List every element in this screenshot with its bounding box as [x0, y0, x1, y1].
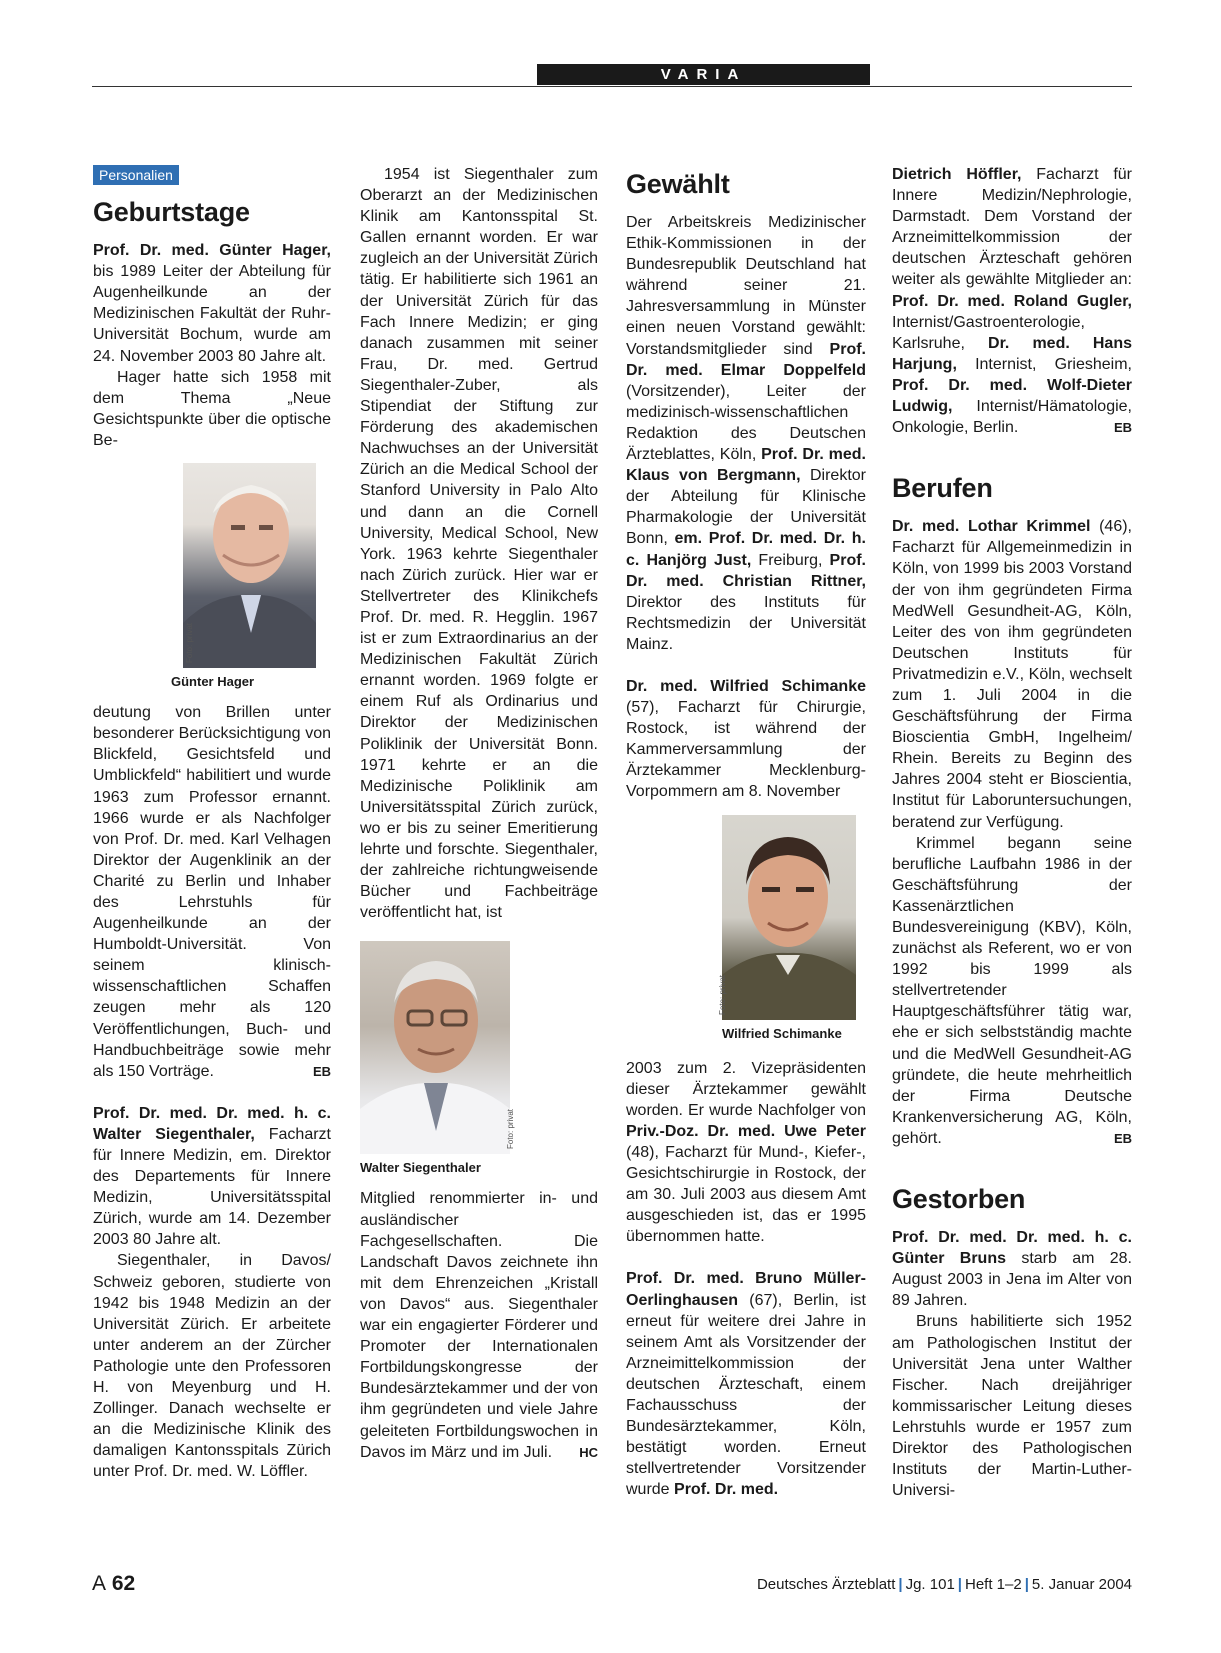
separator-bar: |	[1024, 1576, 1029, 1593]
paragraph-hager-bio-end: deutung von Brillen unter besonderer Berücksichtigung von Blickfeld, Gesichtsfeld und Umblickfeld“ habilitiert und wurde 1963 zum Professor ernannt. 1966 wurde er als Nachfolger von Prof. Dr. med. Karl Velhagen Direktor der Augenklinik an der Charité zu Berlin und Inhaber des Lehrstuhls für Augenheilkunde an der Humboldt-Universität. Von seinem klinisch-wissenschaftlichen Schaffen zeugen mehr als 120 Veröffentlichungen, Buch- und Handbuchbeiträge sowie mehr als 150 Vorträge. EB	[93, 702, 331, 1082]
column-3	[626, 164, 866, 1501]
paragraph-siegenthaler-intro: Prof. Dr. med. Dr. med. h. c. Walter Siegenthaler, Facharzt für Innere Medizin, em. Direktor des Departements für Innere Medizin, Universitätsspital Zürich, wurde am 14. Dezember 2003 80 Jahre alt.	[93, 1104, 331, 1249]
heading-birthdays: Geburtstage	[93, 197, 250, 228]
photo-credit: Foto: privat	[506, 1109, 515, 1150]
page-number: A 62	[92, 1572, 136, 1595]
paragraph-krimmel-intro: Dr. med. Lothar Krimmel (46), Facharzt für Allgemeinmedizin in Köln, von 1999 bis 2003 Vorstand der von ihm gegründeten Firma MedWell Gesundheit-AG, Köln, Leiter des von ihm gegründeten Deutschen Instituts für Privatmedizin e.V., Köln, wechselt zum 1. Juli 2004 in die Geschäftsführung der Firma Bioscientia GmbH, Ingelheim/ Rhein. Bereits zu Beginn des Jahres 2004 steht er Bioscientia, Institut für Laboruntersuchungen, beratend zur Verfügung.	[892, 518, 1133, 831]
photo-caption: Günter Hager	[171, 674, 255, 690]
paragraph-hager-bio-start: Hager hatte sich 1958 mit dem Thema „Neue Gesichtspunkte über die optische Be-	[93, 368, 331, 449]
paragraph-siegenthaler-career: 1954 ist Siegenthaler zum Oberarzt an der Medizinischen Klinik am Kantonsspital St. Gallen ernannt worden. Er war zugleich an der Universität Zürich tätig. Er habilitierte sich 1961 an der Universität Zürich für das Fach Innere Medizin; er ging danach zusammen mit seiner Frau, Dr. med. Gertrud Siegenthaler-Zuber, als Stipendiat der Stiftung zur Förderung des akademischen Nachwuchses an der Universität Zürich an die Medical School der Stanford University in Palo Alto und dann an die Cornell University, Medical School, New York. 1963 kehrte Siegenthaler nach Zürich zurück. Hier war er Stellvertreter des Klinikchefs Prof. Dr. med. R. Hegglin. 1967 ist er zum Extraordinarius an der Medizinischen Fakultät Zürich ernannt worden. 1969 folgte er einem Ruf als Ordinarius und Direktor der Medizinischen Poliklinik der Universität Bonn. 1971 kehrte er an die Medizinische Poliklinik am Universitätsspital Zürich zurück, wo er bis zu seiner Emeritierung lehrte und forschte. Siegenthaler, der zahlreiche richtungweisende Bücher und Fachbeiträge veröffentlicht hat, ist	[360, 166, 598, 922]
figure-hager	[171, 463, 316, 692]
page-header	[92, 64, 1132, 87]
portrait-photo-siegenthaler	[360, 941, 515, 1154]
portrait-siegenthaler-illustration	[360, 941, 510, 1154]
photo-credit: Foto: privat	[718, 974, 727, 1015]
paragraph-ethics-board: Der Arbeitskreis Medizinischer Ethik-Kommissionen in der Bundesrepublik Deutschland hat während seiner 21. Jahresversammlung in Münster einen neuen Vorstand gewählt: Vorstandsmitglieder sind Prof. Dr. med. Elmar Doppelfeld (Vorsitzender), Leiter der medizinisch-wissenschaftlichen Redaktion des Deutschen Ärzteblattes, Köln, Prof. Dr. med. Klaus von Bergmann, Direktor der Abteilung für Klinische Pharmakologie der Universität Bonn, em. Prof. Dr. med. Dr. h. c. Hanjörg Just, Freiburg, Prof. Dr. med. Christian Rittner, Direktor des Instituts für Rechtsmedizin der Universität Mainz.	[626, 214, 867, 653]
column-1	[93, 164, 331, 1483]
paragraph-drug-commission: Dietrich Höffler, Facharzt für Innere Medizin/Nephrologie, Darmstadt. Dem Vorstand der Arzneimittelkommission der deutschen Ärzteschaft gehören weiter als gewählte Mitglieder an: Prof. Dr. med. Roland Gugler, Internist/Gastroenterologie, Karlsruhe, Dr. med. Hans Harjung, Internist, Griesheim, Prof. Dr. med. Wolf-Dieter Ludwig, Internist/Hämatologie, Onkologie, Berlin. EB	[892, 164, 1132, 438]
page-footer	[92, 1572, 1132, 1602]
paragraph-hager-intro: Prof. Dr. med. Günter Hager, bis 1989 Leiter der Abteilung für Augenheilkunde an der Medizinischen Fakultät der Ruhr-Universität Bochum, wurde am 24. November 2003 80 Jahre alt.	[93, 242, 331, 365]
heading-died: Gestorben	[892, 1184, 1026, 1215]
journal-issue: Heft 1–2	[965, 1576, 1022, 1593]
separator-bar: |	[898, 1576, 903, 1593]
rubric-label: Personalien	[93, 165, 179, 185]
journal-date: 5. Januar 2004	[1031, 1576, 1132, 1593]
column-4	[892, 164, 1132, 1501]
paragraph-siegenthaler-honors: Mitglied renommierter in- und ausländischer Fachgesellschaften. Die Landschaft Davos zeichnete ihn mit dem Ehrenzeichen „Kristall von Davos“ aus. Siegenthaler war ein engagierter Förderer und Promoter der Internationalen Fortbildungskongresse der Bundesärztekammer und der von ihm gegründeten und viele Jahre geleiteten Fortbildungswochen in Davos im März und im Juli. HC	[360, 1188, 598, 1462]
paragraph-bruns-intro: Prof. Dr. med. Dr. med. h. c. Günter Bruns starb am 28. August 2003 in Jena im Alter von 89 Jahren.	[892, 1229, 1132, 1310]
paragraph-siegenthaler-bio: Siegenthaler, in Davos/ Schweiz geboren, studierte von 1942 bis 1948 Medizin an der Universität Zürich. Er arbeitete unter anderem an der Zürcher Pathologie unte den Professoren H. von Meyenburg und H. Zollinger. Danach wechselte er an die Medizinische Klinik des damaligen Kantonsspitals Zürich unter Prof. Dr. med. W. Löffler.	[93, 1252, 331, 1481]
paragraph-schimanke-intro: Dr. med. Wilfried Schimanke (57), Facharzt für Chirurgie, Rostock, ist während der Kammerversammlung der Ärztekammer Mecklenburg-Vorpommern am 8. November	[626, 677, 866, 801]
column-2	[360, 164, 598, 1463]
figure-schimanke	[718, 815, 856, 1044]
journal-volume: Jg. 101	[905, 1576, 955, 1593]
photo-caption: Walter Siegenthaler	[360, 1160, 481, 1176]
section-tag: VARIA	[537, 64, 870, 85]
journal-title: Deutsches Ärzteblatt	[756, 1576, 896, 1593]
paragraph-mueller-oerlinghausen: Prof. Dr. med. Bruno Müller-Oerlinghausen (67), Berlin, ist erneut für weitere drei Jahre in seinem Amt als Vorsitzender der Arzneimittelkommission der deutschen Ärzteschaft, einem Fachausschuss der Bundesärztekammer, Köln, bestätigt worden. Erneut stellvertretender Vorsitzender wurde Prof. Dr. med.	[626, 1270, 866, 1499]
heading-elected: Gewählt	[626, 169, 730, 199]
person-name: Prof. Dr. med. Dr. med. h. c. Walter Siegenthaler,	[93, 1104, 331, 1143]
person-name: Prof. Dr. med. Günter Hager,	[93, 242, 331, 260]
author-signature: EB	[312, 1063, 331, 1079]
paragraph-bruns-career: Bruns habilitierte sich 1952 am Pathologischen Institut der Universität Jena unter Walther Fischer. Nach dreijähriger kommissarischer Leitung dieses Lehrstuhls wurde er 1957 zum Direktor des Pathologischen Instituts der Martin-Luther-Universi-	[892, 1313, 1132, 1500]
author-signature: EB	[1113, 1130, 1132, 1146]
portrait-photo-schimanke	[718, 815, 856, 1020]
heading-appointed: Berufen	[892, 473, 993, 504]
photo-credit: Foto: privat	[185, 623, 194, 664]
author-signature: HC	[579, 1444, 598, 1460]
author-signature: EB	[1113, 420, 1132, 436]
portrait-photo-hager	[183, 463, 316, 668]
paragraph-schimanke-bio: 2003 zum 2. Vizepräsidenten dieser Ärztekammer gewählt worden. Er wurde Nachfolger von Priv.-Doz. Dr. med. Uwe Peter (48), Facharzt für Mund-, Kiefer-, Gesichtschirurgie in Rostock, der am 30. Juli 2003 aus diesem Amt ausgeschieden ist, das er 1995 übernommen hatte.	[626, 1059, 866, 1246]
figure-siegenthaler	[360, 941, 515, 1178]
separator-bar: |	[957, 1576, 962, 1593]
portrait-schimanke-illustration	[722, 815, 856, 1020]
portrait-hager-illustration	[183, 463, 316, 668]
journal-reference	[757, 1576, 1132, 1593]
paragraph-krimmel-career: Krimmel begann seine berufliche Laufbahn 1986 in der Geschäftsführung der Kassenärztlichen Bundesvereinigung (KBV), Köln, zunächst als Referent, wo er von 1992 bis 1999 als stellvertretender Hauptgeschäftsführer tätig war, ehe er sich selbstständig machte und die MedWell Gesundheit-AG gründete, die heute mehrheitlich der Firma Deutsche Krankenversicherung AG, Köln, gehört. EB	[892, 833, 1132, 1149]
photo-caption: Wilfried Schimanke	[722, 1025, 842, 1041]
